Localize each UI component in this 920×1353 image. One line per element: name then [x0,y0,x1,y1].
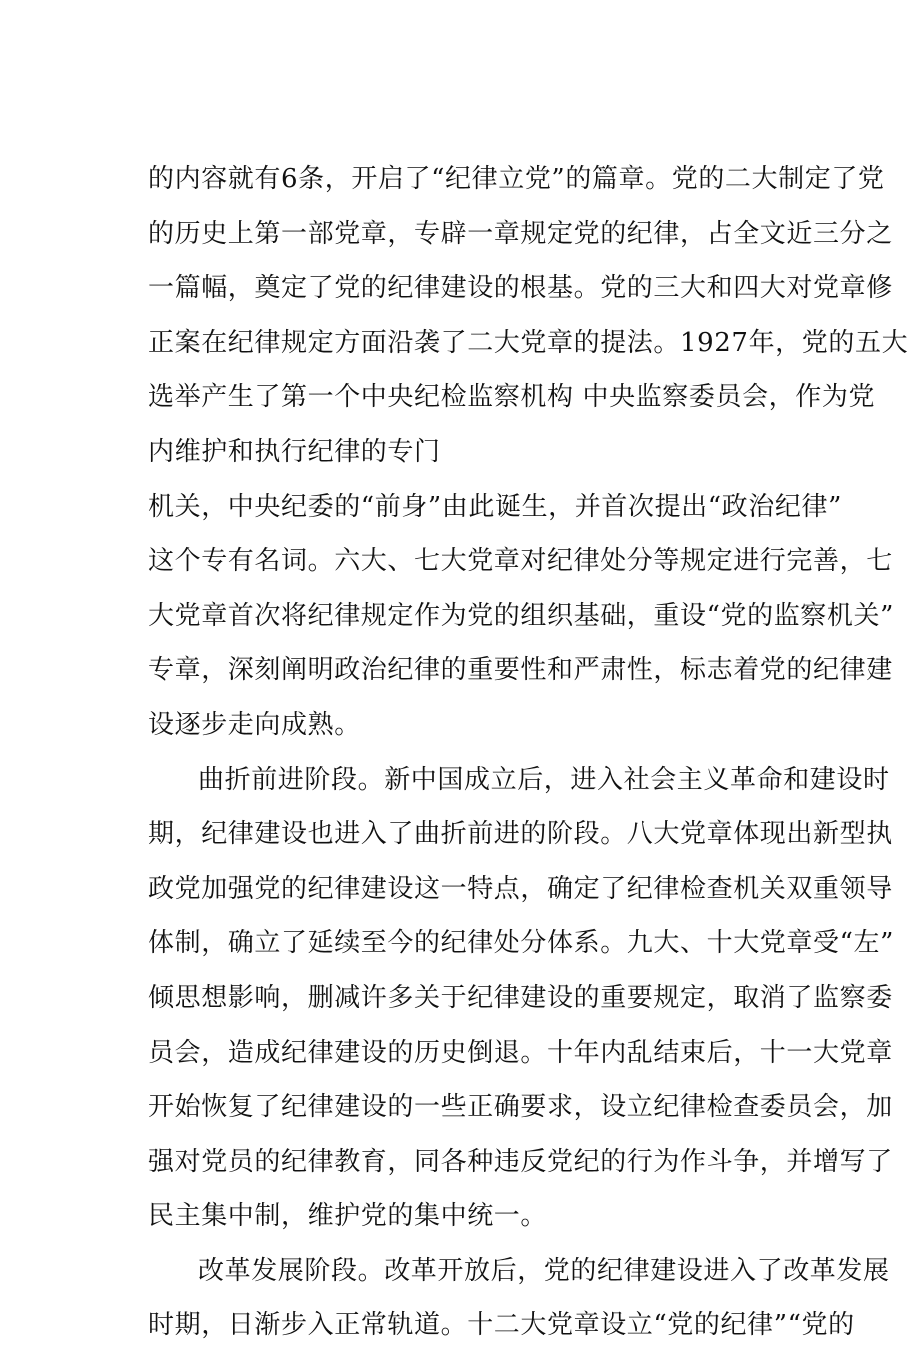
text-line: 强对党员的纪律教育，同各种违反党纪的行为作斗争，并增写了 [148,1146,893,1177]
paragraph-start-line: 改革发展阶段。改革开放后，党的纪律建设进入了改革发展 [198,1255,890,1286]
text-line: 的历史上第一部党章，专辟一章规定党的纪律，占全文近三分之 [148,218,893,249]
text-line: 专章，深刻阐明政治纪律的重要性和严肃性，标志着党的纪律建 [148,655,893,686]
text-line: 政党加强党的纪律建设这一特点，确定了纪律检查机关双重领导 [148,873,893,904]
text-line: 员会，造成纪律建设的历史倒退。十年内乱结束后，十一大党章 [148,1037,893,1068]
body-text [148,152,909,1353]
text-line: 选举产生了第一个中央纪检监察机构 中央监察委员会，作为党 [148,382,876,413]
text-line: 期，纪律建设也进入了曲折前进的阶段。八大党章体现出新型执 [148,819,893,850]
paragraph-start-line: 曲折前进阶段。新中国成立后，进入社会主义革命和建设时 [198,764,890,795]
text-line: 倾思想影响，删减许多关于纪律建设的重要规定，取消了监察委 [148,982,893,1013]
text-line: 时期，日渐步入正常轨道。十二大党章设立“党的纪律”“党的 [148,1310,855,1341]
text-line: 一篇幅，奠定了党的纪律建设的根基。党的三大和四大对党章修 [148,273,893,304]
text-line: 的内容就有6条，开启了“纪律立党”的篇章。党的二大制定了党 [148,164,885,194]
text-line: 设逐步走向成熟。 [148,709,361,740]
text-line: 这个专有名词。六大、七大党章对纪律处分等规定进行完善，七 [148,546,893,577]
text-line: 机关，中央纪委的“前身”由此诞生，并首次提出“政治纪律” [148,491,842,522]
text-line: 开始恢复了纪律建设的一些正确要求，设立纪律检查委员会，加 [148,1092,893,1123]
text-line: 正案在纪律规定方面沿袭了二大党章的提法。1927年，党的五大 [148,327,909,358]
text-line: 民主集中制，维护党的集中统一。 [148,1201,548,1232]
text-line: 内维护和执行纪律的专门 [148,436,441,467]
text-line: 大党章首次将纪律规定作为党的组织基础，重设“党的监察机关” [148,600,894,631]
text-line: 体制，确立了延续至今的纪律处分体系。九大、十大党章受“左” [148,928,894,959]
